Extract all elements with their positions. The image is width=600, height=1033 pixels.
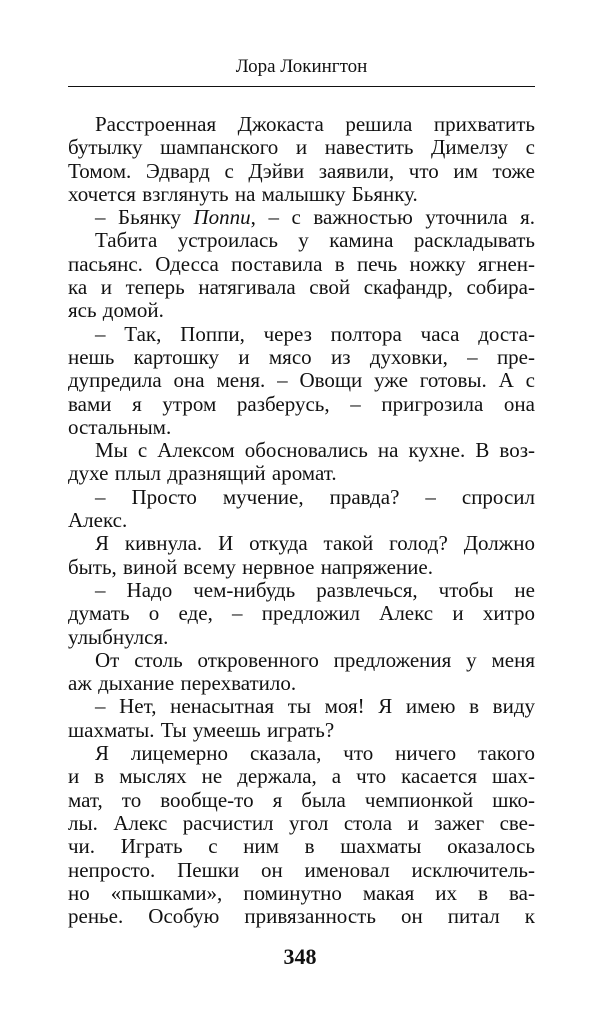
line-text: ренье. Особую привязанность он питал к <box>68 904 535 929</box>
line-text: ясь домой. <box>68 298 164 323</box>
line-text: пасьянс. Одесса поставила в печь ножку ягнен- <box>68 251 535 276</box>
line-text: непросто. Пешки он именовал исключитель- <box>68 857 535 882</box>
text-line <box>68 369 535 392</box>
line-text: нешь картошку и мясо из духовки, – пре- <box>68 344 535 369</box>
body-text <box>68 113 535 928</box>
text-line <box>68 323 535 346</box>
text-line <box>68 229 535 252</box>
line-text: думать о еде, – предложил Алекс и хитро <box>68 601 535 626</box>
text-line <box>68 346 535 369</box>
text-line <box>68 859 535 882</box>
header-rule <box>68 86 535 87</box>
text-line <box>68 905 535 928</box>
line-text: быть, виной всему нервное напряжение. <box>68 554 433 579</box>
line-text: Мы с Алексом обосновались на кухне. В воз- <box>95 438 535 463</box>
line-text: – Надо чем-нибудь развлечься, чтобы не <box>95 577 535 602</box>
text-line <box>68 462 535 485</box>
text-line <box>68 276 535 299</box>
text-line <box>68 299 535 322</box>
text-line <box>68 253 535 276</box>
line-text: вами я утром разберусь, – пригрозила она <box>68 391 535 416</box>
text-line <box>68 136 535 159</box>
text-line <box>68 695 535 718</box>
line-text: Я лицемерно сказала, что ничего такого <box>95 741 535 766</box>
line-text: лы. Алекс расчистил угол стола и зажег све- <box>68 810 535 835</box>
text-line <box>68 719 535 742</box>
line-text: , – с важностью уточнила я. <box>250 205 535 230</box>
text-line <box>68 579 535 602</box>
line-text: но «пышками», поминутно макая их в ва- <box>68 880 535 905</box>
text-line <box>68 486 535 509</box>
text-line <box>68 765 535 788</box>
line-text: шахматы. Ты умеешь играть? <box>68 717 335 742</box>
line-text: аж дыхание перехватило. <box>68 671 297 696</box>
page-number: 348 <box>283 944 317 969</box>
line-text: ка и теперь натягивала свой скафандр, собира- <box>68 275 535 300</box>
line-text: дупредила она меня. – Овощи уже готовы. А с <box>68 368 535 393</box>
line-text: хочется взглянуть на малышку Бьянку. <box>68 181 418 206</box>
text-line <box>68 649 535 672</box>
text-line <box>68 812 535 835</box>
line-text: Томом. Эдвард с Дэйви заявили, что им тоже <box>68 158 535 183</box>
running-title: Лора Локингтон <box>235 56 368 77</box>
line-text: – Так, Поппи, через полтора часа доста- <box>95 321 535 346</box>
line-text: Алекс. <box>68 508 128 533</box>
text-line <box>68 509 535 532</box>
text-line <box>68 532 535 555</box>
text-line <box>68 626 535 649</box>
line-text: Я кивнула. И откуда такой голод? Должно <box>95 531 535 556</box>
line-text: – Нет, ненасытная ты моя! Я имею в виду <box>95 694 535 719</box>
text-line <box>68 393 535 416</box>
line-text: чи. Играть с ним в шахматы оказалось <box>68 834 535 859</box>
text-line <box>68 160 535 183</box>
line-text: – Просто мучение, правда? – спросил <box>95 484 535 509</box>
text-line <box>68 556 535 579</box>
line-text: Табита устроилась у камина раскладывать <box>95 228 535 253</box>
text-line <box>68 183 535 206</box>
line-text: Расстроенная Джокаста решила прихватить <box>95 112 535 136</box>
text-line <box>68 602 535 625</box>
text-line <box>68 113 535 136</box>
text-line <box>68 882 535 905</box>
line-text: – Бьянку <box>95 205 194 230</box>
text-line <box>68 439 535 462</box>
line-text: духе плыл дразнящий аромат. <box>68 461 337 486</box>
italic-text: Поппи <box>193 205 251 230</box>
text-line <box>68 206 535 229</box>
line-text: От столь откровенного предложения у меня <box>95 647 535 672</box>
line-text: улыбнулся. <box>68 624 169 649</box>
text-line <box>68 416 535 439</box>
line-text: мат, то вообще-то я была чемпионкой шко- <box>68 787 535 812</box>
line-text: остальным. <box>68 414 172 439</box>
text-line <box>68 742 535 765</box>
text-line <box>68 789 535 812</box>
line-text: бутылку шампанского и навестить Димелзу с <box>68 135 535 160</box>
text-line <box>68 835 535 858</box>
line-text: и в мыслях не держала, а что касается шах- <box>68 764 535 789</box>
text-line <box>68 672 535 695</box>
